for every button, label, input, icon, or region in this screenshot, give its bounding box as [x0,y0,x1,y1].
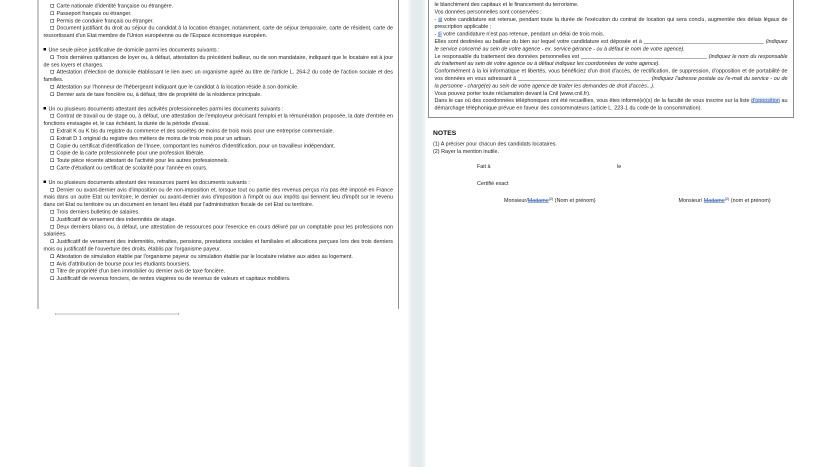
privacy-paragraph [435,1,788,8]
checklist-group [44,3,394,40]
checkbox-icon [51,269,55,273]
checkbox-icon [51,240,55,244]
checklist-item [44,253,394,260]
checklist-item [44,54,394,69]
checklist-item [44,150,394,157]
checkbox-icon [51,210,55,214]
text-segment: - [434,31,438,38]
checklist-item-text: Permis de conduire français ou étranger. [56,17,154,24]
text-segment: Vos données personnelles sont conservées : [434,8,542,15]
checkbox-icon [51,11,55,15]
signature-left [504,197,596,204]
checklist-item [44,157,394,164]
checklist-item-text: Titre de propriété d'un bien immobilier ou dernier avis de taxe foncière. [56,268,226,275]
note-ref-superscript: (2) [548,196,554,201]
checklist-item [44,268,394,275]
privacy-paragraph [435,16,788,31]
note-item: (1) A préciser pour chacun des candidats locataires. [433,141,557,147]
checklist-item-text: Dernier ou avant-dernier avis d'imposition ou de non-imposition et, lorsque tout ou partie des revenus perçus n'a pas été imposé en France mais dans un autre Etat ou territoire, le dernier ou avant-dernier avis d'imposition à l'impôt ou aux impôts qui tiennent lieu d'impôt sur le revenu dans cet Etat ou territoire ou un document en tenant lieu établi par l'administration fiscale de cet Etat ou territoire. [43,186,393,208]
checklist-item-text: Attestation sur l'honneur de l'hébergeant indiquant que le candidat à la location réside à son domicile. [56,83,299,90]
privacy-paragraph [435,90,788,97]
struck-option-text: Madame [527,197,549,204]
checklist-item [44,3,394,10]
checklist-item-text: Avis d'attribution de bourse pour les étudiants boursiers. [56,260,191,267]
checklist-item-text: Trois dernières quittances de loyer ou, à défaut, attestation du précédent bailleur, ou de son mandataire, indiquant que le locataire est à jour de ses loyers et charges. [43,54,393,68]
text-segment: Dans le cas où des coordonnées téléphoniques ont été recueillies, vous êtes informé(e)(s) de la faculté de vous inscrire sur la liste [434,97,752,104]
notes-block [433,141,557,156]
text-segment: Elles sont destinées au bailleur du bien sur lequel votre candidature est déposée et à [434,38,644,45]
le-label: le [617,163,622,170]
checkbox-icon [51,70,55,74]
checklist-item-text: Justificatif de versement des indemnités, retraites, pensions, prestations sociales et familiales et allocations perçues lors des trois derniers mois ou justificatif de l'ouverture des droits, établis par l'organisme payeur. [43,238,393,252]
checklist-item-text: Justificatif de revenus fonciers, de rentes viagères ou de revenus de valeurs et capitaux mobiliers. [56,275,291,282]
checkbox-icon [51,254,55,258]
checklist-item [44,69,394,84]
checklist-item-text: Deux derniers bilans ou, à défaut, une attestation de ressources pour l'exercice en cours délivré par un comptable pour les professions non salariées. [43,223,393,238]
checklist-item-text: Carte d'étudiant ou certificat de scolarité pour l'année en cours. [56,164,208,171]
checklist-group [44,46,394,98]
struck-option-text: Madame [703,197,725,204]
privacy-paragraph [435,31,788,38]
checklist-item-text: Extrait D 1 original du registre des métiers de moins de trois mois pour un artisan. [56,135,252,142]
checklist-item-text: Copie du certificat d'identification de l'Insee, comportant les numéros d'identification, pour un travailleur indépendant. [56,142,336,149]
checklist-item-text: Trois derniers bulletins de salaires. [56,208,140,215]
checkbox-icon [51,217,55,221]
dotted-separator [55,314,179,315]
checkbox-icon [51,26,55,30]
checklist-item-text: Passeport français ou étranger. [56,10,132,17]
checkbox-icon [51,55,55,59]
note-ref-superscript: (2) [724,196,730,201]
section-bullet-icon [44,181,47,184]
checkbox-icon [51,114,55,118]
checklist-item-text: Attestation de simulation établie par l'organisme payeur ou simulation établie par le locataire relative aux aides au logement. [56,253,353,260]
checklist-item [44,238,394,253]
text-segment: Conformément à la loi informatique et libertés, vous bénéficiez d'un droit d'accès, de rectification, de suppression, d'opposition et de portabilité de vos données en vous adressant à [434,68,788,82]
checklist-item [44,208,394,215]
text-segment: ____________________________________________ [517,75,650,82]
document-page-right [426,0,835,467]
text-segment: (Nom et prénom) [553,197,596,204]
text-segment: - [434,16,439,23]
checklist-group-title: Un ou plusieurs documents attestant des ressources parmi les documents suivants : [48,179,250,186]
checkbox-icon [51,151,55,155]
signature-right [679,197,771,204]
privacy-paragraph [435,8,788,15]
checkbox-icon [51,136,55,140]
checkbox-icon [51,159,55,163]
checklist-item [44,10,394,17]
text-segment: Le responsable du traitement des données personnelles est [434,53,581,60]
checklist-item [44,142,394,149]
checklist-item [44,223,394,238]
revision-highlight-text: si [438,16,443,23]
text-segment: ________________________________________ [643,38,764,45]
checklist-item [44,127,394,134]
checkbox-icon [51,166,55,170]
notes-heading: NOTES [433,129,457,137]
text-segment: Monsieur/ [678,197,704,204]
checklist-item-text: Document justifiant du droit au séjour du candidat à la location étranger, notamment, carte de séjour temporaire, carte de résident, carte de ressortissant d'un Etat membre de l'Union européenne ou de l'Espace économique européen. [43,25,393,39]
checklist-item [44,25,394,40]
checklist-group [44,105,394,172]
checklist-item [44,17,394,24]
section-bullet-icon [44,48,47,51]
checkbox-icon [51,4,55,8]
checklist-group-header [44,105,394,112]
checklist-item-text: Copie de la carte professionnelle pour une profession libérale. [56,150,205,157]
fait-a-label: Fait à [477,163,491,170]
document-page-left [0,0,409,467]
checklist-item [44,216,394,223]
checklist-item [44,135,394,142]
checklist-item-text: Dernier avis de taxe foncière ou, à défaut, titre de propriété de la résidence principale. [56,91,262,98]
text-segment: votre candidature n'est pas retenue, pendant un délai de trois mois. [441,31,605,38]
checklist-item [44,83,394,90]
checkbox-icon [51,92,55,96]
checklist-item-text: Attestation d'élection de domicile établissant le lien avec un organisme agréé au titre de l'article L. 264-2 du code de l'action sociale et des familles. [43,69,393,83]
privacy-paragraph [435,53,788,68]
revision-highlight-text: si [437,31,442,38]
text-segment: __________________________________________ [580,53,707,60]
checklist-item [44,113,394,128]
section-bullet-icon [44,107,47,110]
instruction-italic-text: (indiquez le service concerné au sein de votre agence - ex. service gérance - ou à défaut le nom de votre agence). [434,38,788,52]
page-gap [409,0,426,467]
checkbox-icon [51,262,55,266]
certifie-exact-label: Certifié exact [477,180,509,187]
text-segment: votre candidature est retenue, pendant toute la durée de l'exécution du contrat de location qui sera conclu, augmentée des délais légaux de prescription applicable ; [434,16,788,30]
checklist-item [44,186,394,208]
checklist-item-text: Extrait K ou K bis du registre du commerce et des sociétés de moins de trois mois pour une entreprise commerciale. [56,127,335,134]
privacy-box [428,0,794,118]
opposition-link[interactable]: d'opposition [751,97,780,104]
checklist-group-title: Un ou plusieurs documents attestant des activités professionnelles parmi les documents suivants : [48,105,284,112]
checkbox-icon [51,85,55,89]
checklist-item-text: Justificatif de versement des indemnités de stage. [56,216,176,223]
checklist-item-text: Toute pièce récente attestant de l'activité pour les autres professionnels. [56,157,229,164]
checklist-group-title: Une seule pièce justificative de domicile parmi les documents suivants : [48,46,220,53]
text-segment: Vous pouvez porter toute réclamation devant la Cnil (www.cnil.fr). [434,90,591,97]
privacy-paragraph [435,68,788,90]
checkbox-icon [51,188,55,192]
checkbox-icon [51,19,55,23]
checkbox-icon [51,225,55,229]
checkbox-icon [51,129,55,133]
checklist-item [44,164,394,171]
checkbox-icon [51,144,55,148]
checklist-item [44,260,394,267]
text-segment: au démarchage téléphonique prévue en faveur des consommateurs (article L. 223-1 du code de la consommation). [434,97,788,112]
checklist-item [44,275,394,282]
checklist-item-text: Contrat de travail ou de stage ou, à défaut, une attestation de l'employeur précisant l'emploi et la rémunération proposée, la date d'entrée en fonctions envisagée et, le cas échéant, la durée de la période d'essai. [43,113,393,127]
text-segment: le blanchiment des capitaux et le financement du terrorisme. [434,1,579,8]
privacy-paragraph [435,38,788,53]
checkbox-icon [51,277,55,281]
checklist-group-header [44,179,394,186]
checklist-item-text: Carte nationale d'identité française ou étrangère. [56,3,174,9]
privacy-paragraph [435,97,788,112]
instruction-italic-text: (indiquez le nom du responsable du traitement au sein de votre agence ou à défaut indiquez les coordonnées de votre agence). [434,53,788,67]
note-item: (2) Rayer la mention inutile. [433,148,500,155]
checklist-item [44,91,394,98]
text-segment: (nom et prénom) [729,197,771,204]
checklist-group-header [44,46,394,53]
text-segment: Monsieur/ [504,197,528,204]
checklist-group [44,179,394,283]
instruction-italic-text: (indiquez l'adresse postale ou l'e-mail du service - ou de la personne - chargé(e) au sein de votre agence de traiter les demandes de droit d'accès...). [434,75,788,89]
document-checklist-box [38,0,400,309]
